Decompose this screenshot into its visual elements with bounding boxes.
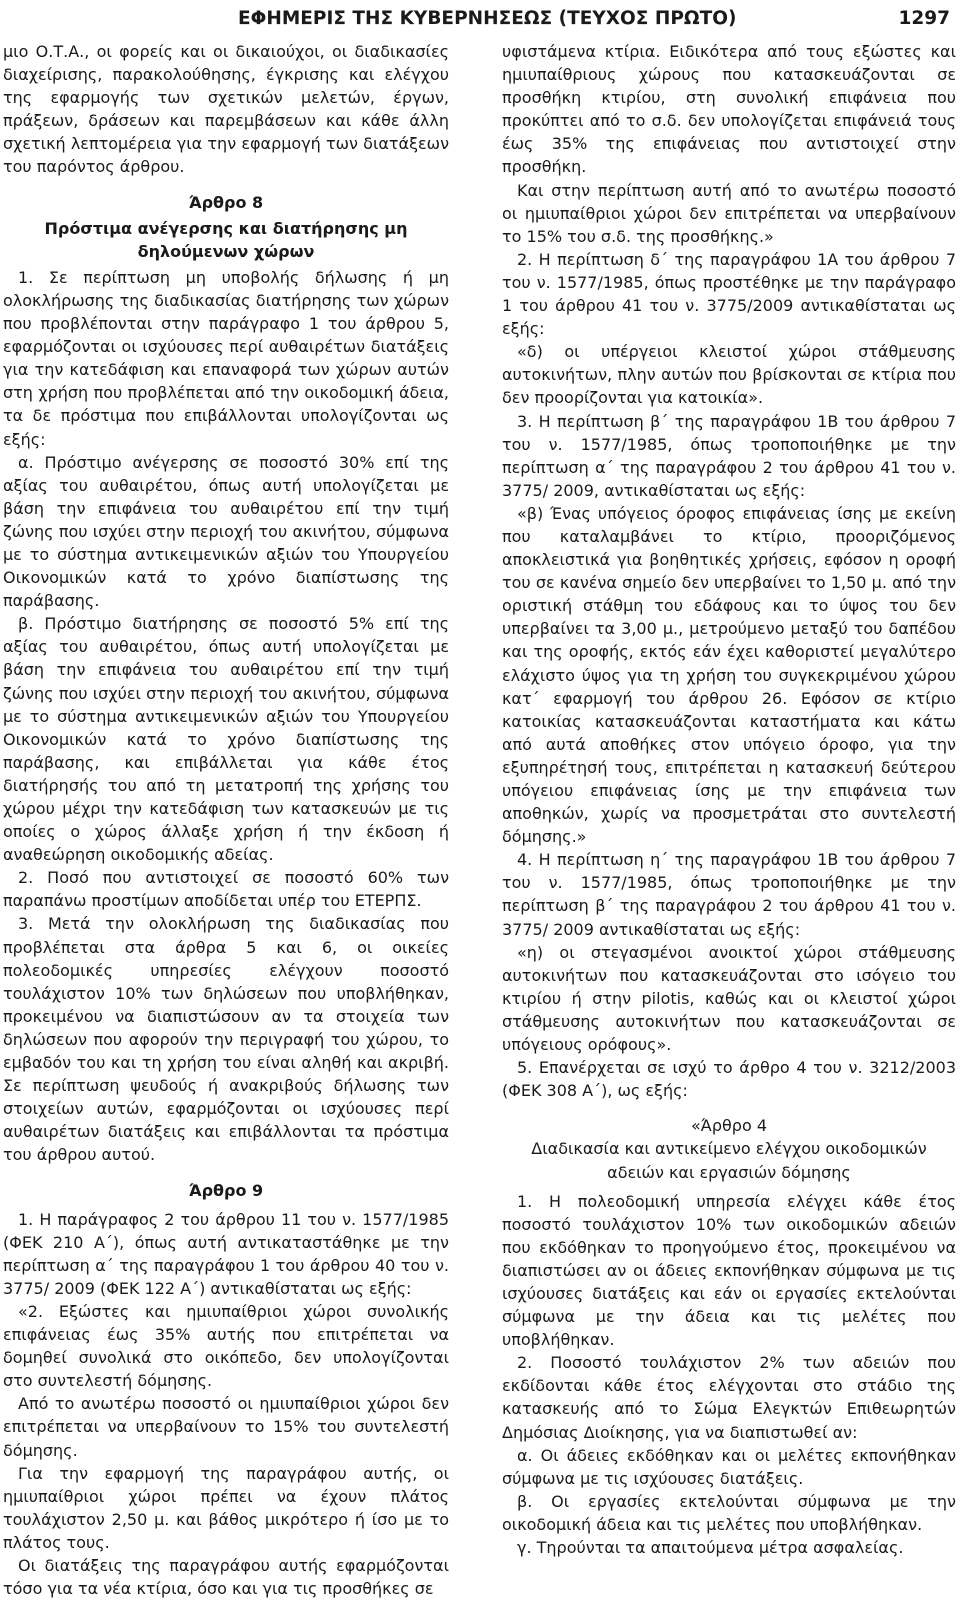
paragraph: 3. Μετά την ολοκλήρωση της διαδικασίας που προβλέπεται στα άρθρα 5 και 6, οι οικείες πολεοδομικές υπηρεσίες ελέγχουν ποσοστό τουλάχιστον 10% των δηλώσεων που υποβλήθηκαν, προκειμένου να διαπιστώσουν αν τα στοιχεία των δηλώσεων που αφορούν την περιγραφή του χώρου, το εμβαδόν του και τη χρήση του είναι αληθή και ακριβή. Σε περίπτωση ψευδούς ή ανακριβούς δήλωσης των στοιχείων αυτών, εφαρμόζονται οι ισχύουσες περί αυθαιρέτων διατάξεις και επιβάλλονται τα πρόστιμα του άρθρου αυτού. <box>3 914 449 1165</box>
paragraph: 5. Επανέρχεται σε ισχύ το άρθρο 4 του ν. 3212/2003 (ΦΕΚ 308 Α΄), ως εξής: <box>502 1058 956 1101</box>
page-number: 1297 <box>898 8 950 29</box>
paragraph: 2. Η περίπτωση δ΄ της παραγράφου 1Α του άρθρου 7 του ν. 1577/1985, όπως προστέθηκε με την παράγραφο 1 του άρθρου 41 του ν. 3775/2009 αντικαθίσταται ως εξής: <box>502 249 956 339</box>
paragraph: α. Οι άδειες εκδόθηκαν και οι μελέτες εκπονήθηκαν σύμφωνα με τις ισχύουσες διατάξεις. <box>502 1445 956 1488</box>
paragraph: μιο Ο.Τ.Α., οι φορείς και οι δικαιούχοι, οι διαδικασίες διαχείρισης, παρακολούθησης, έγκρισης και ελέγχου της εφαρμογής των σχετικών μελετών, έργων, πράξεων, δράσεων και παρεμβάσεων και κάθε άλλη σχετική λεπτομέρεια για την εφαρμογή των διατάξεων του παρόντος άρθρου. <box>3 42 449 177</box>
paragraph: Για την εφαρμογή της παραγράφου αυτής, οι ημιυπαίθριοι χώροι πρέπει να έχουν πλάτος τουλάχιστον 2,50 μ. και βάθος μικρότερο ή ίσο με το πλάτος τους. <box>3 1463 449 1552</box>
page-header <box>0 4 960 34</box>
article-4-number: «Άρθρο 4 <box>690 1116 768 1136</box>
paragraph: «β) Ένας υπόγειος όροφος επιφάνειας ίσης με εκείνη που καταλαμβάνει το κτίριο, προοριζόμενος αποκλειστικά για βοηθητικές χρήσεις, εφόσον η οροφή του σε κανένα σημείο δεν υπερβαίνει το 1,50 μ. από την οριστική στάθμη του εδάφους και το ύψος του δεν υπερβαίνει τα 3,00 μ., μετρούμενο μεταξύ του δαπέδου και της οροφής, εκτός εάν έχει καθοριστεί μεγαλύτερο ελάχιστο ύψος για τη χρήση του συγκεκριμένου χώρου κατ΄ εφαρμογή του άρθρου 26. Εφόσον σε κτίριο κατοικίας κατασκευάζονται καταστήματα και κάτω από αυτά αποθήκες στον υπόγειο όροφο, για την εξυπηρέτησή τους, επιτρέπεται η κατασκευή δεύτερου υπόγειου επιφάνειας ίσης με την επιφάνεια των αποθηκών, χωρίς να προσμετράται στο συντελεστή δόμησης.» <box>502 503 956 847</box>
article-8-number: Άρθρο 8 <box>188 192 264 212</box>
paragraph: 2. Ποσό που αντιστοιχεί σε ποσοστό 60% των παραπάνω προστίμων αποδίδεται υπέρ του ΕΤΕΡΠΣ. <box>3 868 449 911</box>
paragraph: 1. Η πολεοδομική υπηρεσία ελέγχει κάθε έτος ποσοστό τουλάχιστον 10% των οικοδομικών αδειών που εκδόθηκαν το προηγούμενο έτος, προκειμένου να διαπιστώσει αν οι άδειες εκπονήθηκαν σύμφωνα με τις ισχύουσες διατάξεις και εάν οι εργασίες εκτελούνται σύμφωνα με την άδεια και τις μελέτες που υποβλήθηκαν. <box>502 1191 956 1350</box>
paragraph: υφιστάμενα κτίρια. Ειδικότερα από τους εξώστες και ημιυπαίθριους χώρους που κατασκευάζονται σε προσθήκη κτιρίου, στη συνολική επιφάνεια που προκύπτει από το σ.δ. δεν υπολογίζεται επιφάνειά τους έως 35% της επιφάνειας που αντιστοιχεί στην προσθήκη. <box>502 42 956 177</box>
left-column <box>3 40 449 1600</box>
gazette-title: ΕΦΗΜΕΡΙΣ ΤΗΣ ΚΥΒΕΡΝΗΣΕΩΣ (ΤΕΥΧΟΣ ΠΡΩΤΟ) <box>238 8 737 29</box>
paragraph: Και στην περίπτωση αυτή από το ανωτέρω ποσοστό οι ημιυπαίθριοι χώροι δεν επιτρέπεται να υπερβαίνουν το 15% του σ.δ. της προσθήκης.» <box>502 180 956 246</box>
paragraph: «δ) οι υπέργειοι κλειστοί χώροι στάθμευσης αυτοκινήτων, πλην αυτών που βρίσκονται σε κτίρια που δεν προορίζονται για κατοικία». <box>502 342 956 408</box>
paragraph: 1. Η παράγραφος 2 του άρθρου 11 του ν. 1577/1985 (ΦΕΚ 210 Α΄), όπως αυτή αντικαταστάθηκε με την περίπτωση α΄ της παραγράφου 1 του άρθρου 40 του ν. 3775/ 2009 (ΦΕΚ 122 Α΄) αντικαθίσταται ως εξής: <box>3 1209 449 1298</box>
paragraph: β. Πρόστιμο διατήρησης σε ποσοστό 5% επί της αξίας του αυθαιρέτου, όπως αυτή υπολογίζεται με βάση την επιφάνεια του αυθαιρέτου επί την τιμή ζώνης που ισχύει στην περιοχή του ακινήτου, σύμφωνα με το σύστημα αντικειμενικών αξιών του Υπουργείου Οικονομικών κατά το χρόνο διαπίστωσης της παράβασης, και επιβάλλεται για κάθε έτος διατήρησής του από τη μετατροπή της χρήσης του χώρου μέχρι την κατεδάφιση των κατασκευών με τις οποίες ο χώρος άλλαξε χρήση ή την έκδοση ή αναθεώρηση οικοδομικής αδείας. <box>3 614 449 865</box>
paragraph: γ. Τηρούνται τα απαιτούμενα μέτρα ασφαλείας. <box>517 1538 904 1557</box>
paragraph: «η) οι στεγασμένοι ανοικτοί χώροι στάθμευσης αυτοκινήτων που κατασκευάζονται στο ισόγειο του κτιρίου ή στην pilotis, καθώς και οι κλειστοί χώροι στάθμευσης αυτοκινήτων που κατασκευάζονται σε υπόγειους ορόφους». <box>502 942 956 1055</box>
article-8-title: Πρόστιμα ανέγερσης και διατήρησης μη δηλούμενων χώρων <box>44 218 408 261</box>
paragraph: Από το ανωτέρω ποσοστό οι ημιυπαίθριοι χώροι δεν επιτρέπεται να υπερβαίνουν το 15% του συντελεστή δόμησης. <box>3 1394 449 1460</box>
paragraph: Οι διατάξεις της παραγράφου αυτής εφαρμόζονται τόσο για τα νέα κτίρια, όσο και για τις προσθήκες σε <box>3 1556 449 1599</box>
paragraph: α. Πρόστιμο ανέγερσης σε ποσοστό 30% επί της αξίας του αυθαιρέτου, όπως αυτή υπολογίζεται με βάση την επιφάνεια του αυθαιρέτου επί την τιμή ζώνης που ισχύει στην περιοχή του ακινήτου, σύμφωνα με το σύστημα αντικειμενικών αξιών του Υπουργείου Οικονομικών κατά το χρόνο διαπίστωσης της παράβασης. <box>3 452 449 611</box>
paragraph: β. Οι εργασίες εκτελούνται σύμφωνα με την οικοδομική άδεια και τις μελέτες που υποβλήθηκαν. <box>502 1491 956 1534</box>
article-9-number: Άρθρο 9 <box>188 1180 264 1200</box>
right-column <box>502 40 956 1559</box>
paragraph: 1. Σε περίπτωση μη υποβολής δήλωσης ή μη ολοκλήρωσης της διαδικασίας διατήρησης των χώρων που προβλέπονται στην παράγραφο 1 του άρθρου 5, εφαρμόζονται οι ισχύουσες περί αυθαιρέτων διατάξεις για την κατεδάφιση και επαναφορά των χώρων αυτών στη χρήση που προβλέπεται από την οικοδομική άδεια, τα δε πρόστιμα που επιβάλλονται υπολογίζονται ως εξής: <box>3 267 449 449</box>
paragraph: 2. Ποσοστό τουλάχιστον 2% των αδειών που εκδίδονται κάθε έτος ελέγχονται στο στάδιο της κατασκευής από το Σώμα Ελεγκτών Επιθεωρητών Δημόσιας Διοίκησης, για να διαπιστωθεί αν: <box>502 1353 956 1442</box>
article-4-title: Διαδικασία και αντικείμενο ελέγχου οικοδομικών αδειών και εργασιών δόμησης <box>531 1139 927 1182</box>
paragraph: 3. Η περίπτωση β΄ της παραγράφου 1Β του άρθρου 7 του ν. 1577/1985, όπως τροποποιήθηκε με την περίπτωση α΄ της παραγράφου 2 του άρθρου 41 του ν. 3775/ 2009, αντικαθίσταται ως εξής: <box>502 411 956 500</box>
paragraph: 4. Η περίπτωση η΄ της παραγράφου 1Β του άρθρου 7 του ν. 1577/1985, όπως τροποποιήθηκε με την περίπτωση β΄ της παραγράφου 2 του άρθρου 41 του ν. 3775/ 2009 αντικαθίσταται ως εξής: <box>502 850 956 939</box>
paragraph: «2. Εξώστες και ημιυπαίθριοι χώροι συνολικής επιφάνειας έως 35% αυτής που επιτρέπεται να δομηθεί συνολικά στο οικόπεδο, δεν υπολογίζονται στο συντελεστή δόμησης. <box>3 1301 449 1391</box>
